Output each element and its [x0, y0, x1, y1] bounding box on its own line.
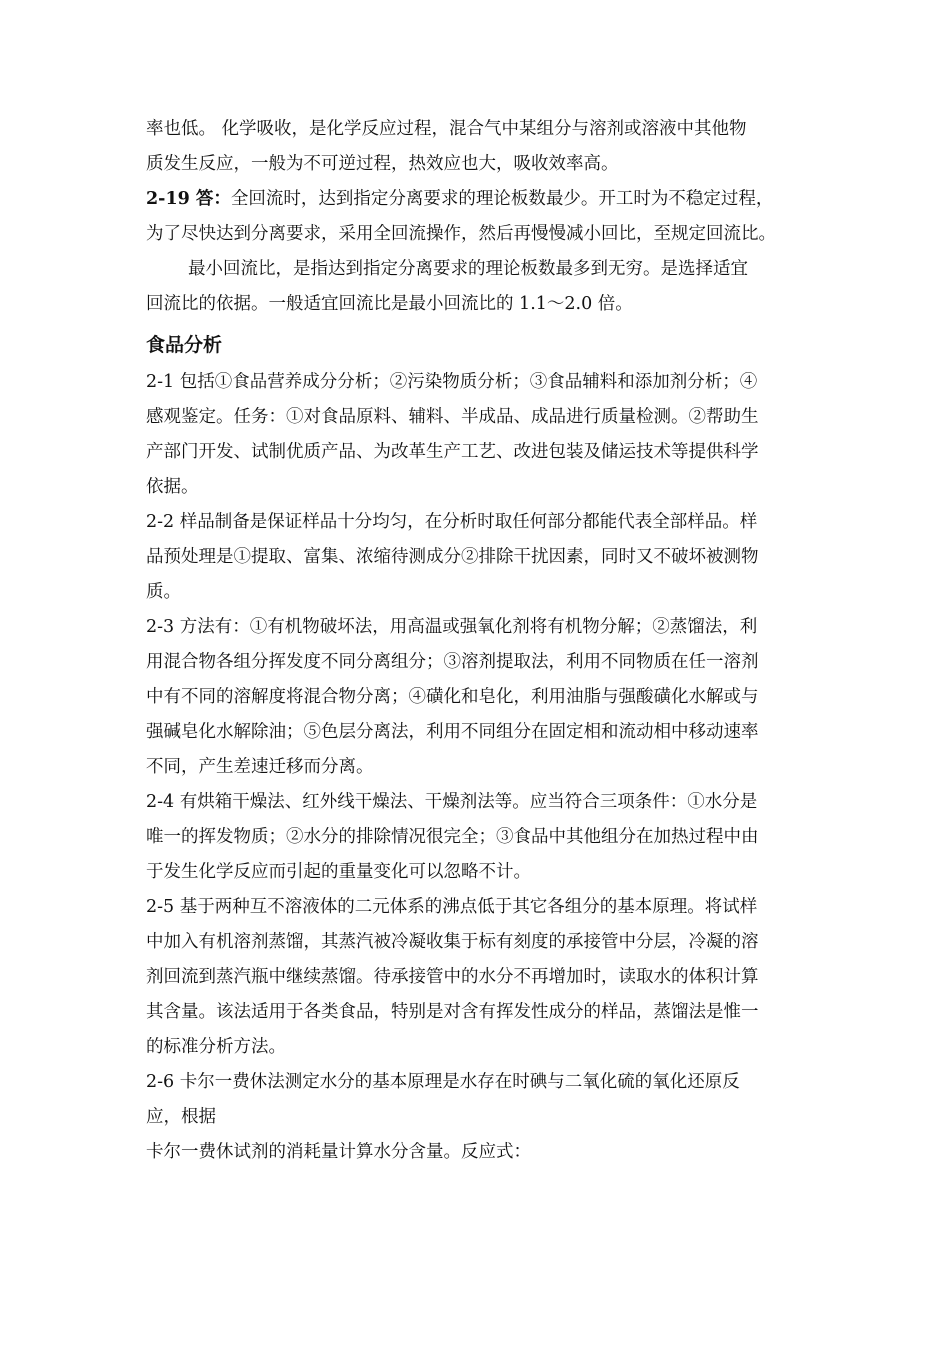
text-line: 的标准分析方法。 — [146, 1037, 286, 1057]
text-line: 依据。 — [146, 477, 199, 497]
text-line: 强碱皂化水解除油；⑤色层分离法，利用不同组分在固定相和流动相中移动速率 — [146, 722, 759, 742]
text-line: 率也低。 化学吸收，是化学反应过程，混合气中某组分与溶剂或溶液中其他物 — [146, 119, 747, 139]
section-title: 食品分析 — [146, 334, 223, 356]
answer-2-1 — [146, 365, 810, 505]
document-page — [146, 112, 810, 1170]
text-line: 剂回流到蒸汽瓶中继续蒸馏。待承接管中的水分不再增加时，读取水的体积计算 — [146, 967, 759, 987]
text-line: 应，根据 — [146, 1107, 216, 1127]
text-line: 质发生反应，一般为不可逆过程，热效应也大，吸收效率高。 — [146, 154, 619, 174]
text-line: 回流比的依据。一般适宜回流比是最小回流比的 1.1～2.0 倍。 — [146, 294, 633, 314]
answer-label: 2-19 答： — [146, 189, 231, 209]
answer-2-3 — [146, 610, 810, 785]
text-line: 唯一的挥发物质；②水分的排除情况很完全；③食品中其他组分在加热过程中由 — [146, 827, 759, 847]
answer-2-6 — [146, 1065, 810, 1170]
text-line: 感观鉴定。任务：①对食品原料、辅料、半成品、成品进行质量检测。②帮助生 — [146, 407, 759, 427]
text-line: 2-6 卡尔一费休法测定水分的基本原理是水存在时碘与二氧化硫的氧化还原反 — [146, 1072, 740, 1092]
text-line: 质。 — [146, 582, 181, 602]
answer-2-4 — [146, 785, 810, 890]
text-line: 2-2 样品制备是保证样品十分均匀，在分析时取任何部分都能代表全部样品。样 — [146, 512, 758, 532]
text-line: 不同，产生差速迁移而分离。 — [146, 757, 374, 777]
text-line: 2-4 有烘箱干燥法、红外线干燥法、干燥剂法等。应当符合三项条件：①水分是 — [146, 792, 758, 812]
text-line: 最小回流比，是指达到指定分离要求的理论板数最多到无穷。是选择适宜 — [188, 259, 748, 279]
reflux-ratio-paragraph — [146, 252, 810, 322]
text-line: 2-5 基于两种互不溶液体的二元体系的沸点低于其它各组分的基本原理。将试样 — [146, 897, 758, 917]
text-line: 2-1 包括①食品营养成分分析；②污染物质分析；③食品辅料和添加剂分析；④ — [146, 372, 758, 392]
text-line: 全回流时，达到指定分离要求的理论板数最少。开工时为不稳定过程， — [230, 189, 774, 209]
text-line: 用混合物各组分挥发度不同分离组分；③溶剂提取法，利用不同物质在任一溶剂 — [146, 652, 759, 672]
answer-2-5 — [146, 890, 810, 1065]
text-line: 卡尔一费休试剂的消耗量计算水分含量。反应式： — [146, 1142, 531, 1162]
text-line: 产部门开发、试制优质产品、为改革生产工艺、改进包装及储运技术等提供科学 — [146, 442, 759, 462]
text-line: 其含量。该法适用于各类食品，特别是对含有挥发性成分的样品，蒸馏法是惟一 — [146, 1002, 759, 1022]
text-line: 2-3 方法有：①有机物破坏法，用高温或强氧化剂将有机物分解；②蒸馏法，利 — [146, 617, 758, 637]
absorption-paragraph — [146, 112, 810, 182]
text-line: 为了尽快达到分离要求，采用全回流操作，然后再慢慢减小回比，至规定回流比。 — [146, 224, 776, 244]
text-line: 中加入有机溶剂蒸馏，其蒸汽被冷凝收集于标有刻度的承接管中分层，冷凝的溶 — [146, 932, 759, 952]
answer-2-2 — [146, 505, 810, 610]
text-line: 中有不同的溶解度将混合物分离；④磺化和皂化，利用油脂与强酸磺化水解或与 — [146, 687, 759, 707]
answer-2-19 — [146, 182, 810, 252]
text-line: 于发生化学反应而引起的重量变化可以忽略不计。 — [146, 862, 531, 882]
text-line: 品预处理是①提取、富集、浓缩待测成分②排除干扰因素，同时又不破坏被测物 — [146, 547, 759, 567]
